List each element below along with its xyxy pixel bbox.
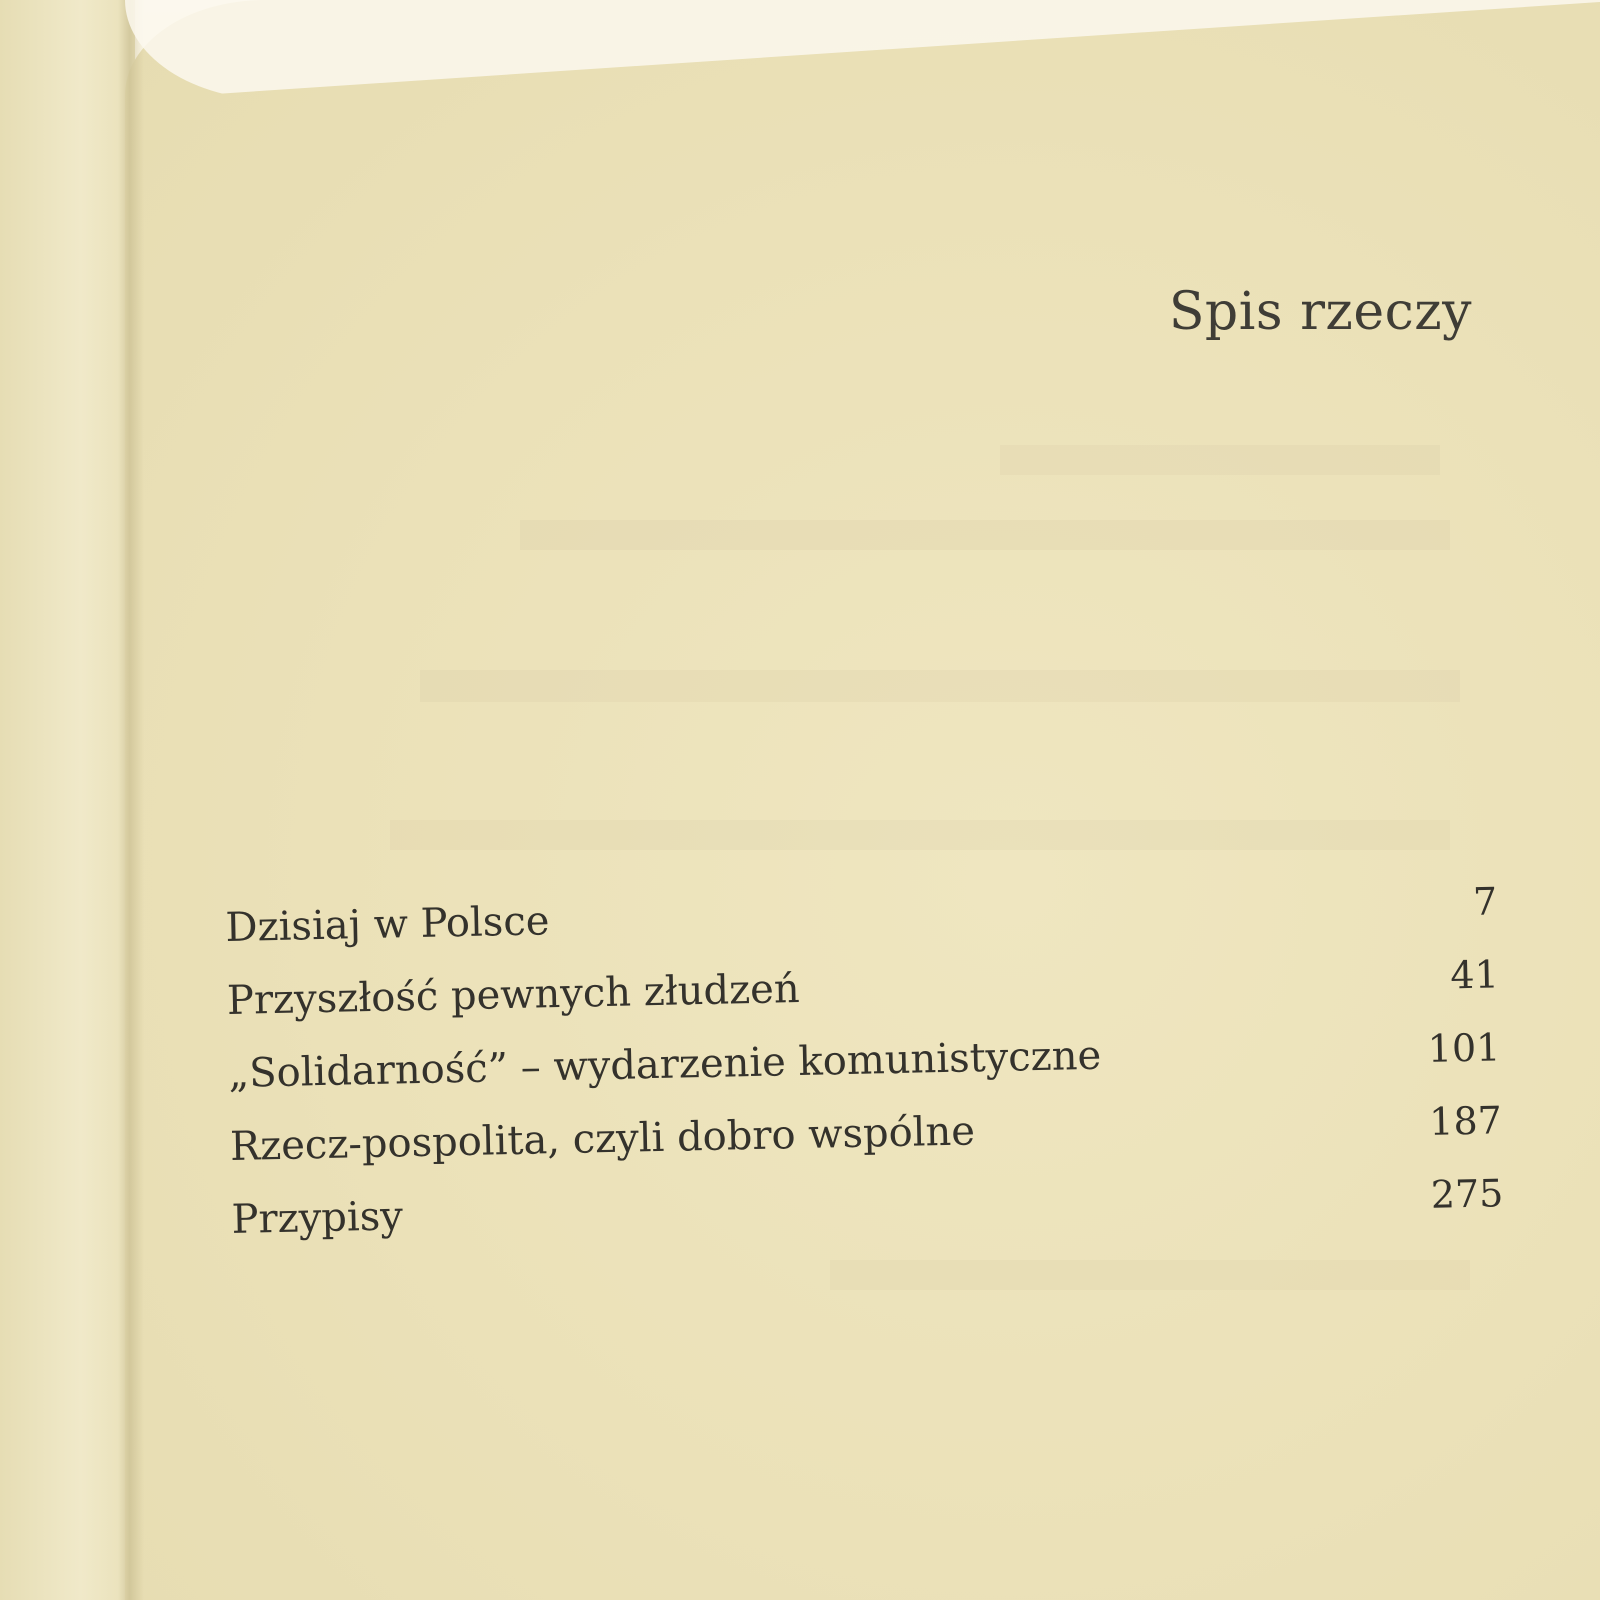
toc-entry-title: Przyszłość pewnych złudzeń	[226, 965, 801, 1024]
toc-entry-title: „Solidarność” – wydarzenie komunistyczne	[228, 1032, 1102, 1097]
toc-entry-title: Dzisiaj w Polsce	[225, 898, 550, 951]
toc-entry-page-number: 275	[1430, 1171, 1504, 1217]
page-title: Spis rzeczy	[1168, 282, 1472, 342]
gutter-shadow	[118, 0, 144, 1600]
toc-entry-title: Przypisy	[231, 1193, 404, 1243]
show-through-shadow	[830, 1260, 1470, 1290]
show-through-shadow	[520, 520, 1450, 550]
toc-entry-title: Rzecz-pospolita, czyli dobro wspólne	[229, 1108, 976, 1170]
book-page	[125, 0, 1600, 1600]
show-through-shadow	[1000, 445, 1440, 475]
table-of-contents	[225, 878, 1504, 1270]
toc-entry-page-number: 187	[1428, 1098, 1503, 1144]
toc-entry-page-number: 7	[1472, 879, 1498, 924]
show-through-shadow	[390, 820, 1450, 850]
toc-entry-page-number: 101	[1427, 1025, 1501, 1071]
toc-entry-page-number: 41	[1449, 952, 1500, 998]
left-page-edge	[0, 0, 135, 1600]
show-through-shadow	[420, 670, 1460, 702]
